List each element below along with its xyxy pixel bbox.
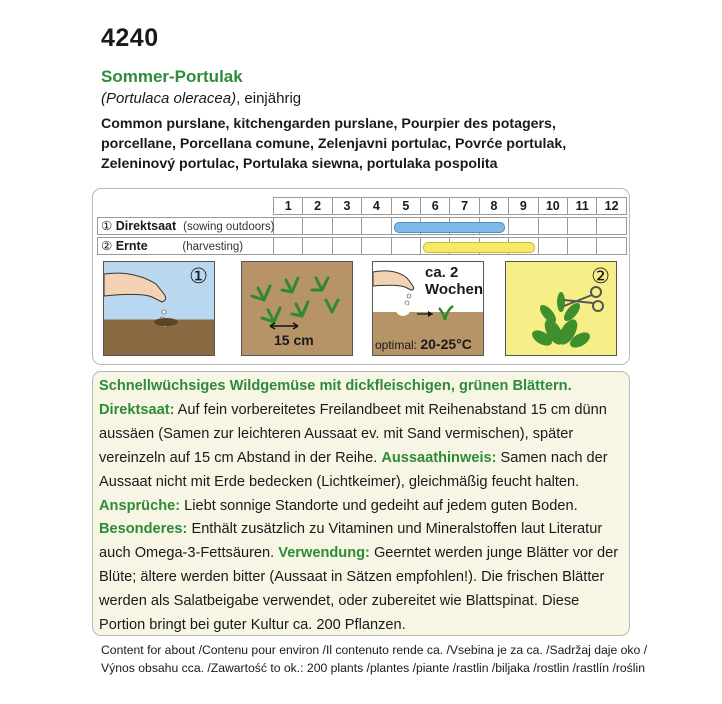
- month-divider: [273, 237, 274, 255]
- row-spacing-illustration: [241, 261, 353, 356]
- month-divider: [391, 237, 392, 255]
- month-3: 3: [332, 197, 362, 215]
- month-divider: [391, 217, 392, 235]
- aussaat-label: Aussaathinweis:: [381, 449, 497, 466]
- harvest-sublabel: (harvesting): [182, 241, 244, 253]
- marker-1: ①: [101, 219, 113, 233]
- ansprueche-text: Liebt sonnige Standorte und gedeiht auf jedem guten Boden.: [180, 497, 578, 514]
- month-2: 2: [302, 197, 332, 215]
- product-code: 4240: [101, 24, 159, 52]
- marker-2: ②: [101, 239, 113, 253]
- month-divider: [596, 237, 597, 255]
- aussaat-text: Samen nach der Aussaat nicht mit Erde bedecken (Lichtkeimer), gleichmäßig feucht halten.: [99, 449, 608, 490]
- month-divider: [302, 237, 303, 255]
- month-4: 4: [361, 197, 391, 215]
- step-badge-2: ②: [591, 265, 610, 288]
- month-divider: [538, 217, 539, 235]
- content-footer: [101, 641, 647, 677]
- germination-illustration: [372, 261, 484, 356]
- month-divider: [302, 217, 303, 235]
- latin-name: (Portulaca oleracea): [101, 90, 237, 107]
- footer-line-2: Výnos obsahu cca. /Zawartość to ok.: 200 plants /plantes /piante /rastlin /biljaka /rostlin /rastlín /roślin: [101, 661, 645, 675]
- month-5: 5: [391, 197, 421, 215]
- month-divider: [567, 237, 568, 255]
- month-divider: [332, 237, 333, 255]
- sowing-calendar: [92, 188, 630, 365]
- month-divider: [567, 217, 568, 235]
- month-10: 10: [538, 197, 568, 215]
- sowing-period-bar: [394, 222, 506, 233]
- month-divider: [508, 217, 509, 235]
- besonderes-label: Besonderes:: [99, 521, 188, 538]
- month-6: 6: [420, 197, 450, 215]
- step-badge-1: ①: [189, 265, 208, 288]
- month-9: 9: [508, 197, 538, 215]
- row-spacing-caption: 15 cm: [274, 332, 314, 348]
- duration-value: ca. 2: [425, 264, 459, 281]
- month-1: 1: [273, 197, 303, 215]
- month-7: 7: [449, 197, 479, 215]
- common-names-line-3: Zeleninový portulac, Portulaka siewna, portulaka pospolita: [101, 156, 498, 172]
- harvest-period-bar: [423, 242, 535, 253]
- month-divider: [626, 217, 627, 235]
- verwendung-label: Verwendung:: [278, 545, 370, 562]
- month-12: 12: [596, 197, 626, 215]
- harvest-illustration: [505, 261, 617, 356]
- common-names-line-2: porcellane, Porcellana comune, Zelenjavni portulac, Povrće portulak,: [101, 136, 567, 152]
- month-11: 11: [567, 197, 597, 215]
- latin-name-line: [101, 90, 301, 107]
- month-divider: [596, 217, 597, 235]
- month-divider: [332, 217, 333, 235]
- ansprueche-label: Ansprüche:: [99, 497, 181, 514]
- month-8: 8: [479, 197, 509, 215]
- sowing-sublabel: (sowing outdoors): [183, 221, 275, 233]
- month-divider: [626, 237, 627, 255]
- temperature-value: 20-25°C: [420, 336, 472, 352]
- verwendung-text: Geerntet werden junge Blätter vor der Blüte; ältere werden bitter (Aussaat in Sätzen empfohlen!). Die frischen Blätter werden als Salatbeigabe verwendet, oder zubereitet wie Blattspinat. Diese Portion bringt bei guter Kultur ca. 200 Pflanzen.: [99, 545, 619, 634]
- direktsaat-text: Auf fein vorbereitetes Freilandbeet mit Reihenabstand 15 cm dünn aussäen (Samen zur leichteren Aussaat ev. mit Sand vermischen), später vereinzeln auf 15 cm Abstand in der Reihe.: [99, 401, 607, 466]
- row-label-harvest: [101, 238, 243, 253]
- harvest-label: Ernte: [115, 239, 148, 253]
- sowing-label: Direktsaat: [115, 219, 177, 233]
- month-divider: [420, 237, 421, 255]
- temperature-label: optimal:: [375, 338, 418, 352]
- common-names-line-1: Common purslane, kitchengarden purslane, Pourpier des potagers,: [101, 116, 556, 132]
- footer-line-1: Content for about /Contenu pour environ /Il contenuto rende ca. /Vsebina je za ca. /Sadržaj daje oko /: [101, 643, 648, 657]
- headline: Schnellwüchsiges Wildgemüse mit dickfleischigen, grünen Blättern.: [99, 378, 572, 394]
- product-title: Sommer-Portulak: [101, 67, 243, 86]
- month-divider: [361, 237, 362, 255]
- sowing-illustration: [103, 261, 215, 356]
- duration-unit: Wochen: [425, 281, 484, 298]
- row-label-sowing: [101, 218, 275, 233]
- description-panel: [92, 371, 630, 636]
- besonderes-text: Enthält zusätzlich zu Vitaminen und Mineralstoffen laut Literatur auch Omega-3-Fettsäuren.: [99, 521, 603, 562]
- month-divider: [538, 237, 539, 255]
- direktsaat-label: Direktsaat:: [99, 401, 175, 418]
- month-divider: [361, 217, 362, 235]
- lifecycle: , einjährig: [236, 90, 302, 107]
- temperature-line: [375, 336, 472, 352]
